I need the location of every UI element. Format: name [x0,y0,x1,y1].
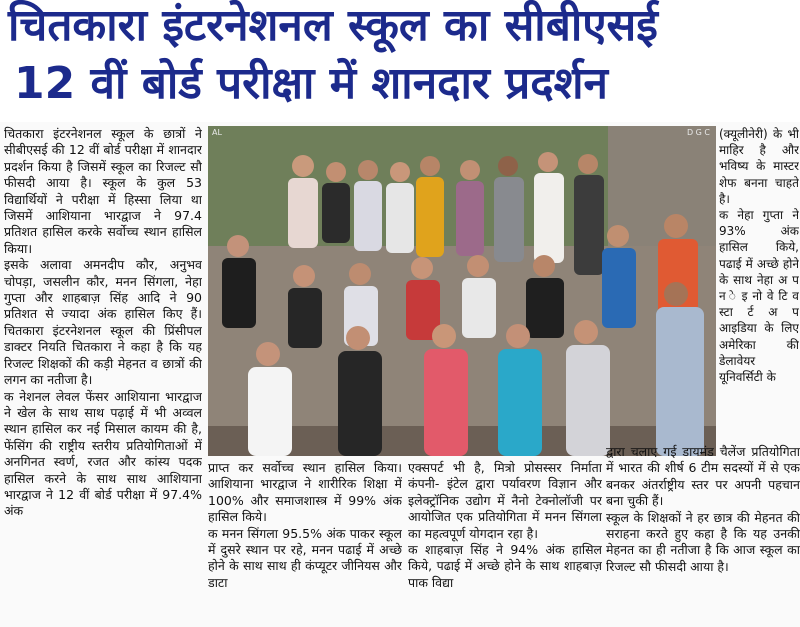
paragraph: स्कूल के शिक्षकों ने हर छात्र की मेहनत की सराहना करते हुए कहा है कि यह उनकी मेहनत का ही नतीजा है कि आज स्कूल का रिजल्ट सौ फीसदी आया है। [606,509,800,574]
group-photo [208,126,716,456]
article-right-column [719,126,799,440]
paragraph: प्राप्त कर सर्वोच्च स्थान हासिल किया। आशियाना भारद्वाज ने शारीरिक शिक्षा में 100% और समाजशास्त्र में 99% अंक हासिल किये। [208,460,402,525]
paragraph: क मनन सिंगला 95.5% अंक पाकर स्कूल में दुसरे स्थान पर रहे, मनन पढाई में अच्छे होने के साथ साथ ही कंप्यूटर जीनियस और डाटा [208,525,402,590]
headline [0,0,800,122]
article-bottom-column-1 [208,460,402,624]
paragraph: द्वारा चलाए गई डायमंड चैलेंज प्रतियोगिता में भारत की शीर्ष 6 टीम सदस्यों में से एक बनकर अंतर्राष्ट्रीय स्तर पर अपनी पहचान बना चुकी हैं। [606,444,800,509]
headline-line-1: चितकारा इंटरनेशनल स्कूल का सीबीएसई [8,0,658,51]
paragraph: चितकारा इंटरनेशनल स्कूल के छात्रों ने सीबीएसई की 12 वीं बोर्ड परीक्षा में शानदार प्रदर्शन किया है जिसमें स्कूल का रिजल्ट सौ फीसदी आया है। स्कूल के कुल 53 विद्यार्थियों ने परीक्षा में हिस्सा लिया था जिसमें आशियाना भारद्वाज ने 97.4 प्रतिशत हासिल करके सर्वोच्च स्थान हासिल किया। [4,126,202,256]
paragraph: एक्सपर्ट भी है, मित्रो प्रोसस्सर निर्माता कंपनी- इंटेल द्वारा पर्यावरण विज्ञान और इलेक्ट्रॉनिक उद्योग में नैनो टेक्नोलॉजी पर आयोजित एक प्रतियोगिता में मनन सिंगला का महत्वपूर्ण योगदान रहा है। [408,460,602,541]
paragraph: इसके अलावा अमनदीप कौर, अनुभव चोपड़ा, जसलीन कौर, मनन सिंगला, नेहा गुप्ता और शाहबाज़ सिंह आदि ने 90 प्रतिशत से ज्यादा अंक हासिल किए हैं। चितकारा इंटरनेशनल स्कूल की प्रिंसीपल डाक्टर नियति चितकारा ने कहा है कि यह रिजल्ट शिक्षकों की कड़ी मेहनत व छात्रों की लगन का नतीजा है। [4,257,202,388]
photo-credit-tag-right: D G C [686,128,710,137]
headline-line-2: 12 वीं बोर्ड परीक्षा में शानदार प्रदर्शन [14,58,608,109]
article-bottom-column-3 [606,444,800,624]
article-left-column [4,126,202,624]
photo-credit-tag: AL [212,128,222,137]
paragraph: क नेशनल लेवल फेंसर आशियाना भारद्वाज ने खेल के साथ साथ पढ़ाई में भी अव्वल स्थान हासिल कर नई मिसाल कायम की है, फेंसिंग की राष्ट्रीय स्तरीय प्रतियोगिताओं में अनगिनत स्वर्ण, रजत और कांस्य पदक हासिल करने के साथ साथ आशियाना भारद्वाज ने 12 वीं बोर्ड परीक्षा में 97.4% अंक [4,388,202,519]
paragraph: क शाहबाज़ सिंह ने 94% अंक हासिल किये, पढाई में अच्छे होने के साथ शाहबाज़ पाक विद्या [408,542,602,590]
article-bottom-column-2 [408,460,602,624]
paragraph: क नेहा गुप्ता ने 93% अंक हासिल किये, पढाई में अच्छे होने के साथ नेहा अ प न े इ नो वे टि व स्टा र्ट अ प आइडिया के लिए अमेरिका की डेलावेयर यूनिवर्सिटी के [719,208,799,385]
group-photo-illustration [208,126,716,456]
paragraph: (क्यूलीनेरी) के भी माहिर है और भविष्य के मास्टर शेफ बनना चाहते है। [719,127,799,206]
